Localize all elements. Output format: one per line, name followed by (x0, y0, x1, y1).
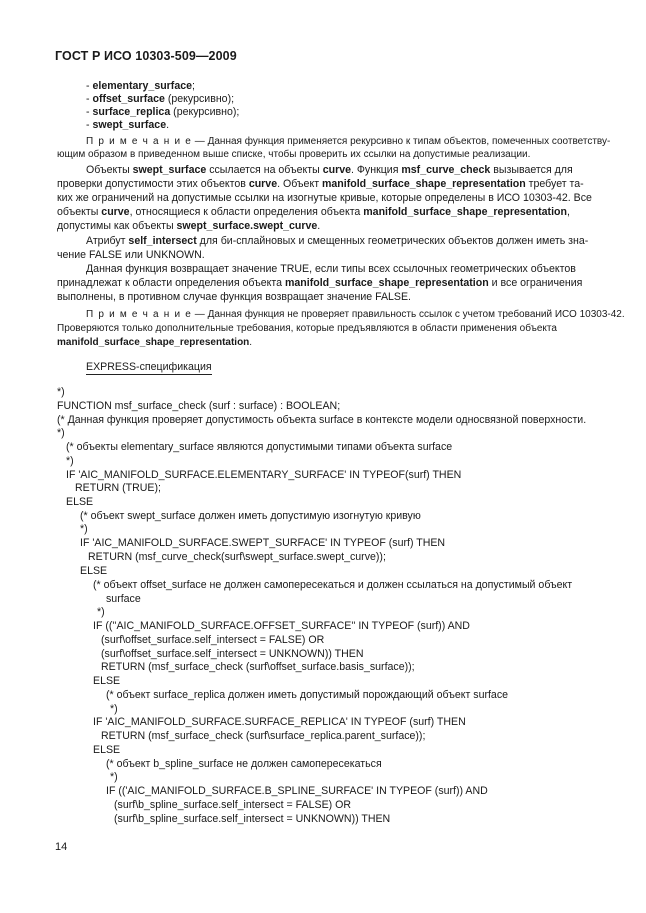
code-line: *) (110, 771, 118, 783)
page-number: 14 (55, 841, 68, 853)
code-line: surface (106, 593, 141, 605)
code-line: *) (57, 427, 65, 439)
express-heading: EXPRESS-спецификация (86, 361, 212, 373)
code-line: IF (('AIC_MANIFOLD_SURFACE.B_SPLINE_SURFACE' IN TYPEOF (surf)) AND (106, 785, 488, 797)
code-line: ELSE (93, 675, 121, 687)
code-line: RETURN (msf_curve_check(surf\swept_surface.swept_curve)); (88, 551, 386, 563)
list-item: - elementary_surface; (86, 80, 195, 92)
list-item: - offset_surface (рекурсивно); (86, 93, 235, 105)
code-line: RETURN (msf_surface_check (surf\surface_replica.parent_surface)); (101, 730, 426, 742)
code-line: IF 'AIC_MANIFOLD_SURFACE.ELEMENTARY_SURFACE' IN TYPEOF(surf) THEN (66, 469, 462, 481)
body-paragraph: Атрибут self_intersect для би-сплайновых и смещенных геометрических объектов должен иметь зна- (86, 235, 589, 247)
code-line: (* объект swept_surface должен иметь допустимую изогнутую кривую (80, 510, 421, 522)
body-paragraph: объекты curve, относящиеся к области определения объекта manifold_surface_shape_representation, (57, 206, 570, 218)
code-line: IF 'AIC_MANIFOLD_SURFACE.SURFACE_REPLICA' IN TYPEOF (surf) THEN (93, 716, 466, 728)
code-line: RETURN (msf_surface_check (surf\offset_surface.basis_surface)); (101, 661, 415, 673)
body-paragraph: допустимы как объекты swept_surface.swept_curve. (57, 220, 321, 232)
body-paragraph: Объекты swept_surface ссылается на объекты curve. Функция msf_curve_check вызывается для (86, 164, 573, 176)
code-line: ELSE (66, 496, 94, 508)
code-line: *) (97, 606, 105, 618)
body-paragraph: чение FALSE или UNKNOWN. (57, 249, 205, 261)
code-line: RETURN (TRUE); (75, 482, 161, 494)
note-paragraph: Проверяются только дополнительные требования, которые предъявляются в области применения объекта (57, 323, 557, 334)
body-paragraph: выполнены, в противном случае функция возвращает значение FALSE. (57, 291, 411, 303)
list-item: - swept_surface. (86, 119, 170, 131)
code-line: (* объект b_spline_surface не должен самопересекаться (106, 758, 382, 770)
code-line: (surf\b_spline_surface.self_intersect = UNKNOWN)) THEN (114, 813, 391, 825)
code-line: *) (57, 386, 65, 398)
code-line: (* Данная функция проверяет допустимость объекта surface в контексте модели односвязной поверхности. (57, 414, 587, 426)
list-item: - surface_replica (рекурсивно); (86, 106, 240, 118)
code-line: (surf\b_spline_surface.self_intersect = FALSE) OR (114, 799, 351, 811)
code-line: *) (66, 455, 74, 467)
code-line: ELSE (93, 744, 121, 756)
code-line: (* объекты elementary_surface являются допустимыми типами объекта surface (66, 441, 453, 453)
body-paragraph: принадлежат к области определения объекта manifold_surface_shape_representation и все ограничения (57, 277, 583, 289)
note-paragraph: ющим образом в приведенном выше списке, чтобы проверить их ссылки на допустимые реализации. (57, 149, 531, 160)
document-header: ГОСТ Р ИСО 10303-509—2009 (55, 49, 237, 63)
note-paragraph: П р и м е ч а н и е — Данная функция не проверяет правильность ссылок с учетом требований ИСО 10303-42. (86, 309, 625, 320)
code-line: IF 'AIC_MANIFOLD_SURFACE.SWEPT_SURFACE' IN TYPEOF (surf) THEN (80, 537, 446, 549)
note-paragraph: manifold_surface_shape_representation. (57, 337, 253, 348)
code-line: *) (80, 523, 88, 535)
code-line: IF ((''AIC_MANIFOLD_SURFACE.OFFSET_SURFACE'' IN TYPEOF (surf)) AND (93, 620, 470, 632)
code-line: *) (110, 703, 118, 715)
note-paragraph: П р и м е ч а н и е — Данная функция применяется рекурсивно к типам объектов, помеченных соответству- (86, 136, 611, 147)
code-line: FUNCTION msf_surface_check (surf : surface) : BOOLEAN; (57, 400, 341, 412)
body-paragraph: Данная функция возвращает значение TRUE, если типы всех ссылочных геометрических объектов (86, 263, 576, 275)
code-line: ELSE (80, 565, 108, 577)
code-line: (* объект offset_surface не должен самопересекаться и должен ссылаться на допустимый объект (93, 579, 573, 591)
body-paragraph: ких же ограничений на допустимые ссылки на изогнутые кривые, которые определены в ИСО 10303-42. Все (57, 192, 592, 204)
body-paragraph: проверки допустимости этих объектов curve. Объект manifold_surface_shape_representation требует та- (57, 178, 584, 190)
code-line: (surf\offset_surface.self_intersect = FALSE) OR (101, 634, 325, 646)
code-line: (* объект surface_replica должен иметь допустимый порождающий объект surface (106, 689, 509, 701)
code-line: (surf\offset_surface.self_intersect = UNKNOWN)) THEN (101, 648, 364, 660)
